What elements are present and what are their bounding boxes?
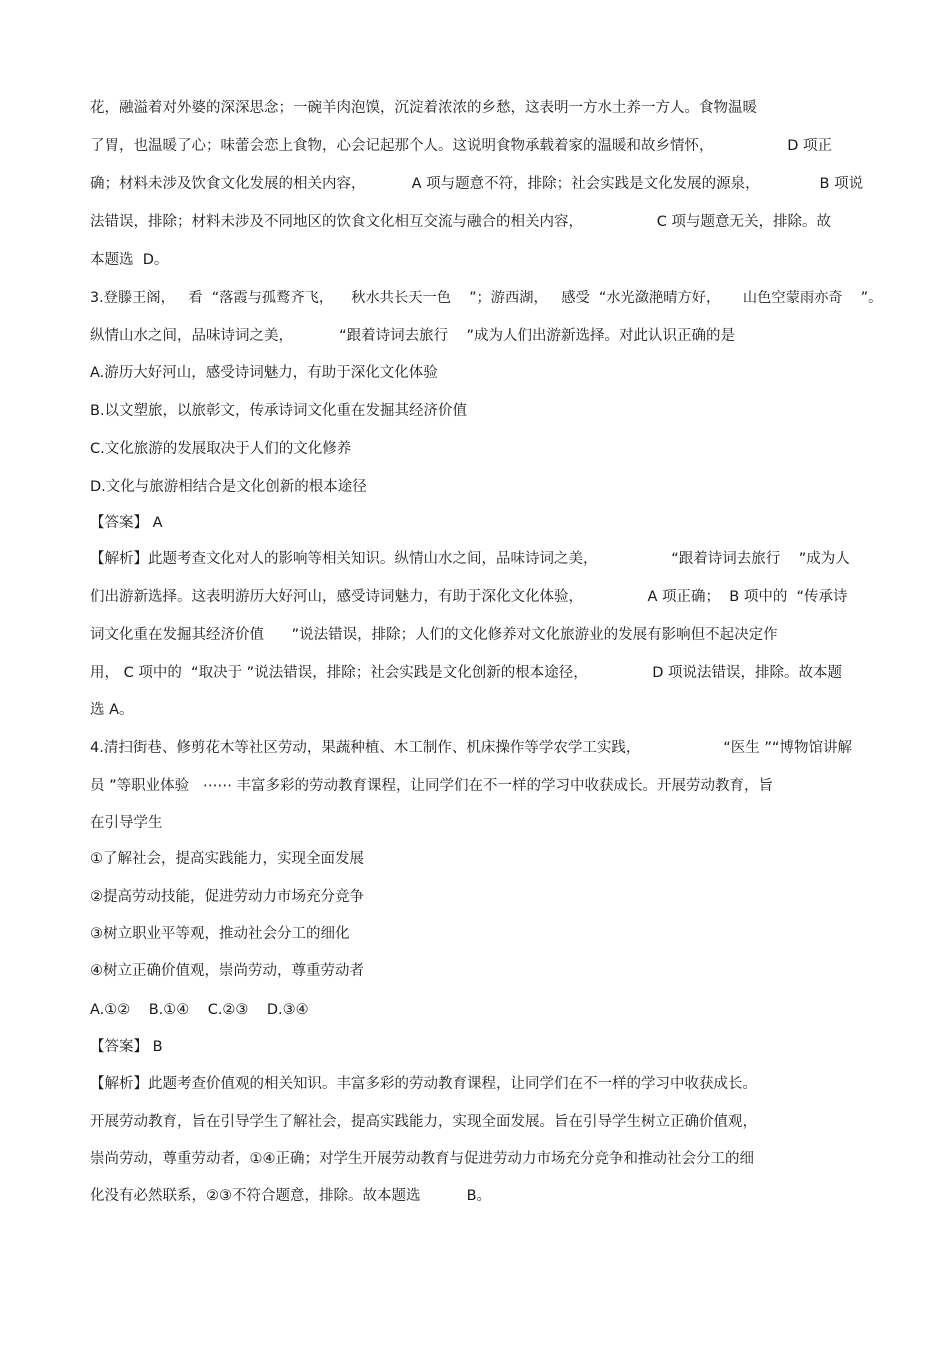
question-4-stem: 4.清扫街巷、修剪花木等社区劳动，果蔬种植、木工制作、机床操作等学农学工实践， “医生 ”“博物馆讲解 [90, 740, 852, 756]
question-4-stem: 在引导学生 [90, 815, 163, 831]
analysis-line: 词文化重在发掘其经济价值 ”说法错误，排除；人们的文化修养对文化旅游业的发展有影响但不起决定作 [90, 627, 778, 643]
option-c: C.文化旅游的发展取决于人们的文化修养 [90, 441, 352, 457]
text-line: 本题选 D。 [90, 252, 169, 268]
analysis-line: 选 A。 [90, 702, 134, 718]
answer-label: 【答案】 B [90, 1039, 163, 1055]
analysis-line: 们出游新选择。这表明游历大好河山，感受诗词魅力，有助于深化文化体验， A 项正确； B 项中的 “传承诗 [90, 589, 848, 605]
statement-2: ②提高劳动技能，促进劳动力市场充分竞争 [90, 889, 364, 905]
text-line: 确；材料未涉及饮食文化发展的相关内容， A 项与题意不符，排除；社会实践是文化发展的源泉， B 项说 [90, 176, 864, 192]
question-3-stem: 3.登滕王阁， 看 “落霞与孤鹜齐飞， 秋水共长天一色 ”；游西湖， 感受 “水光潋滟晴方好， 山色空蒙雨亦奇 ”。 [90, 290, 883, 306]
text-line: 花，融溢着对外婆的深深思念；一碗羊肉泡馍，沉淀着浓浓的乡愁，这表明一方水土养一方人。食物温暖 [90, 100, 757, 116]
analysis-line: 崇尚劳动，尊重劳动者，①④正确；对学生开展劳动教育与促进劳动力市场充分竞争和推动社会分工的细 [90, 1151, 754, 1167]
question-3-stem: 纵情山水之间，品味诗词之美， “跟着诗词去旅行 ”成为人们出游新选择。对此认识正确的是 [90, 328, 736, 344]
analysis-line: 化没有必然联系，②③不符合题意，排除。故本题选 B。 [90, 1188, 492, 1204]
statement-1: ①了解社会，提高实践能力，实现全面发展 [90, 851, 364, 867]
analysis-line: 【解析】此题考查文化对人的影响等相关知识。纵情山水之间，品味诗词之美， “跟着诗词去旅行 ”成为人 [90, 551, 850, 567]
option-a: A.游历大好河山，感受诗词魅力，有助于深化文化体验 [90, 365, 438, 381]
text-line: 了胃，也温暖了心；味蕾会恋上食物，心会记起那个人。这说明食物承载着家的温暖和故乡情怀， D 项正 [90, 138, 833, 154]
options-line: A.①② B.①④ C.②③ D.③④ [90, 1002, 309, 1018]
statement-4: ④树立正确价值观，崇尚劳动，尊重劳动者 [90, 963, 364, 979]
analysis-line: 用， C 项中的 “取决于 ”说法错误，排除；社会实践是文化创新的根本途径， D 项说法错误，排除。故本题 [90, 665, 842, 681]
option-b: B.以文塑旅，以旅彰文，传承诗词文化重在发掘其经济价值 [90, 403, 468, 419]
text-line: 法错误，排除；材料未涉及不同地区的饮食文化相互交流与融合的相关内容， C 项与题意无关，排除。故 [90, 214, 831, 230]
question-4-stem: 员 ”等职业体验 ⋯⋯ 丰富多彩的劳动教育课程，让同学们在不一样的学习中收获成长。开展劳动教育，旨 [90, 778, 774, 794]
statement-3: ③树立职业平等观，推动社会分工的细化 [90, 926, 350, 942]
analysis-line: 【解析】此题考查价值观的相关知识。丰富多彩的劳动教育课程，让同学们在不一样的学习中收获成长。 [90, 1076, 757, 1092]
option-d: D.文化与旅游相结合是文化创新的根本途径 [90, 479, 367, 495]
answer-label: 【答案】 A [90, 515, 163, 531]
analysis-line: 开展劳动教育，旨在引导学生了解社会，提高实践能力，实现全面发展。旨在引导学生树立正确价值观， [90, 1114, 757, 1130]
